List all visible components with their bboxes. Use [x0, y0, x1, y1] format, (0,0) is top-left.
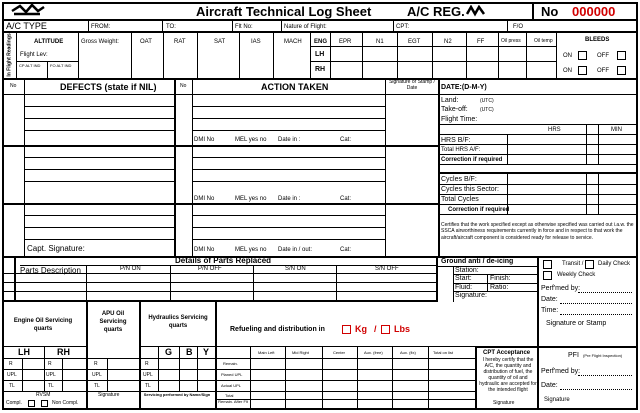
pfi-subtitle: (Pre Flight Inspection)	[583, 353, 623, 358]
transit-performed-by-label: Perf'med by:	[541, 285, 581, 292]
pfi-performed-by-label: Perf'med by:	[541, 368, 581, 375]
bleed-rh-on-checkbox[interactable]	[578, 66, 587, 75]
flight-no-label: Flt No:	[235, 24, 253, 30]
rvsm-compl-label: Compl.	[6, 400, 22, 406]
fuel-row-remain: Remain.	[223, 361, 238, 366]
in-flight-readings-side: In Flight Readings	[6, 33, 13, 77]
col-ias: IAS	[251, 39, 261, 45]
lbs-label: Lbs	[394, 324, 411, 334]
signature-stamp-header: Signature or Stamp / Date	[389, 79, 435, 91]
from-label: FROM:	[91, 24, 111, 30]
apu-tl-label: TL	[94, 383, 100, 389]
eng-rh: RH	[315, 66, 326, 73]
rvsm-compl-checkbox[interactable]	[28, 400, 35, 407]
col-oat: OAT	[140, 39, 152, 45]
block3-mel-label: MEL yes no	[235, 247, 267, 253]
daily-check-checkbox[interactable]	[585, 260, 594, 269]
col-epr: EPR	[339, 39, 352, 45]
block1-cat-label: Cat:	[340, 137, 352, 143]
reg-label: A/C REG.	[407, 4, 465, 19]
pn-on-header: P/N ON	[120, 266, 141, 272]
block2-cat-label: Cat:	[340, 196, 352, 202]
first-officer-label: F/O	[513, 24, 523, 30]
fuel-col-mid-right: Mid Right	[292, 350, 309, 355]
engine-oil-lh: LH	[18, 347, 30, 357]
rvsm-non-compl-label: Non Compl.	[52, 400, 79, 406]
no-label: No	[541, 4, 559, 19]
engine-oil-tl-label-2: TL	[48, 383, 54, 389]
apu-oil-title: APU Oil Servicing quarts	[99, 311, 127, 333]
hyd-upl-label: UPL	[143, 372, 153, 378]
fo-alt-ind-label: FO ALT IND	[50, 63, 72, 68]
action-no-header: No	[180, 83, 187, 89]
block1-date-in-label: Date in :	[278, 137, 301, 143]
transit-signature-label: Signature or Stamp	[546, 320, 607, 327]
hyd-g: G	[165, 347, 173, 357]
kg-label: Kg	[355, 324, 367, 334]
parts-title: Details of Parts Replaced	[175, 256, 272, 265]
sn-off-header: S/N OFF	[375, 266, 399, 272]
col-n2: N2	[444, 39, 452, 45]
fluid-label: Fluid:	[455, 284, 473, 291]
engine-oil-title: Engine Oil Servicing quarts	[13, 318, 73, 332]
col-sat: SAT	[214, 39, 226, 45]
date-dmy-label: DATE:(D-M-Y)	[441, 84, 487, 91]
block2-mel-label: MEL yes no	[235, 196, 267, 202]
ac-type-label: A/C TYPE	[6, 21, 47, 31]
sn-on-header: S/N ON	[285, 266, 306, 272]
hrs-correction-label: Correction if required	[441, 157, 503, 163]
lbs-checkbox[interactable]	[381, 325, 390, 334]
servicing-performed-by-label: Servicing performed by Name/Sign	[143, 392, 211, 397]
block3-dmi-label: DMI No	[194, 247, 215, 253]
bleed-rh-off-checkbox[interactable]	[617, 66, 626, 75]
land-utc: (UTC)	[480, 98, 494, 104]
bleed-lh-off-label: OFF	[597, 53, 609, 59]
ratio-label: Ratio:	[490, 284, 509, 291]
cpt-acceptance-title: CPT Acceptance	[483, 350, 531, 356]
block1-mel-label: MEL yes no	[235, 137, 267, 143]
pn-off-header: P/N OFF	[198, 266, 222, 272]
weekly-check-checkbox[interactable]	[543, 271, 552, 280]
cycles-sector-label: Cycles this Sector:	[441, 186, 499, 193]
bleeds-label: BLEEDS	[585, 37, 610, 43]
ground-deicing-title: Ground anti / de-icing	[441, 258, 514, 265]
sheet-number: 000000	[572, 4, 616, 19]
fuel-col-aux-free: Aux. (free)	[364, 350, 383, 355]
fuel-col-center: Center	[333, 350, 346, 355]
cycles-bf-label: Cycles B/F:	[441, 176, 477, 183]
refueling-title: Refueling and distribution in	[230, 326, 325, 333]
block2-date-in-label: Date in :	[278, 196, 301, 202]
pfi-date-label: Date:	[541, 382, 558, 389]
block1-dmi-label: DMI No	[194, 137, 215, 143]
pfi-title: PFI	[568, 352, 579, 359]
defects-header: DEFECTS (state if NIL)	[60, 82, 157, 92]
engine-oil-r-label-2: R	[48, 361, 52, 367]
start-label: Start:	[455, 275, 472, 282]
hydraulics-title: Hydraulics Servicing quarts	[148, 315, 208, 329]
block2-dmi-label: DMI No	[194, 196, 215, 202]
hrs-bf-label: HRS B/F:	[441, 137, 471, 144]
defect-no-header: No	[10, 83, 17, 89]
kg-checkbox[interactable]	[342, 325, 351, 334]
transit-time-label: Time:	[541, 307, 559, 314]
flight-time-label: Flight Time:	[441, 116, 478, 123]
sheet-title: Aircraft Technical Log Sheet	[196, 4, 372, 19]
fuel-row-actual-upl: Actual UPL	[221, 383, 242, 388]
hyd-b: B	[186, 347, 193, 357]
apu-signature-label: Signature	[98, 392, 120, 398]
takeoff-label: Take-off:	[441, 106, 468, 113]
col-eng: ENG	[314, 39, 328, 45]
pfi-signature-label: Signature	[544, 397, 570, 403]
cp-alt-ind-label: CP ALT IND	[19, 63, 41, 68]
bleed-lh-off-checkbox[interactable]	[617, 51, 626, 60]
total-hrs-label: Total HRS A/F:	[441, 147, 481, 153]
rvsm-non-compl-checkbox[interactable]	[41, 400, 48, 407]
captain-label: CPT:	[396, 24, 410, 30]
col-mach: MACH	[284, 39, 302, 45]
deicing-signature-label: Signature:	[455, 292, 487, 299]
engine-oil-upl-label-2: UPL	[46, 372, 56, 378]
col-oil-temp: Oil temp	[534, 38, 553, 44]
transit-date-label: Date:	[541, 296, 558, 303]
col-oil-press: Oil press	[501, 38, 521, 44]
engine-oil-tl-label: TL	[9, 383, 15, 389]
engine-oil-upl-label: UPL	[7, 372, 17, 378]
fuel-row-remain-after-flt: Remain. After Flt	[218, 399, 248, 404]
finish-label: Finish:	[490, 275, 511, 282]
fuel-row-planed-upl: Planed UPL	[221, 372, 243, 377]
col-n1: N1	[376, 39, 384, 45]
fuel-col-main-left: Main Left	[258, 350, 275, 355]
col-rat: RAT	[174, 39, 186, 45]
weekly-check-label: Weekly Check	[557, 272, 596, 278]
takeoff-utc: (UTC)	[480, 107, 494, 113]
log-sheet-frame	[2, 2, 638, 410]
daily-check-label: Daily Check	[598, 261, 631, 267]
bleed-rh-on-label: ON	[563, 68, 572, 74]
fuel-row-total: Total	[225, 393, 234, 398]
nature-of-flight-label: Nature of Flight:	[284, 24, 327, 30]
fuel-col-aux-fix: Aux. (fix)	[400, 350, 416, 355]
kg-lbs-slash: /	[374, 324, 377, 334]
bleed-lh-on-checkbox[interactable]	[578, 51, 587, 60]
eng-lh: LH	[315, 51, 325, 58]
hyd-y: Y	[203, 347, 210, 357]
cycles-correction-label: Correction if required	[448, 207, 510, 213]
flight-level-label: Flight Lev:	[20, 52, 48, 58]
to-label: TO:	[166, 24, 176, 30]
min-header: MIN	[611, 127, 622, 133]
rvsm-label: RVSM	[36, 392, 51, 398]
total-cycles-label: Total Cycles	[441, 196, 479, 203]
transit-label: Transit /	[562, 261, 584, 267]
station-label: Station:	[455, 267, 479, 274]
altitude-label: ALTITUDE	[34, 39, 64, 45]
release-certification-text: Certifies that the work specified except as otherwise specified was carried out i.a.w. the SSCA airworthiness requirements currently in force and in respect to that work the aircraft/aircraft component is considered ready for release to service.	[441, 222, 634, 241]
hyd-r-label: R	[145, 361, 149, 367]
bleed-lh-on-label: ON	[563, 53, 572, 59]
hyd-tl-label: TL	[145, 383, 151, 389]
apu-upl-label: UPL	[92, 372, 102, 378]
transit-checkbox[interactable]	[543, 260, 552, 269]
action-taken-header: ACTION TAKEN	[261, 82, 329, 92]
cpt-acceptance-text: I hereby certify that the A/C, the quantity and distribution of fuel, the quantity of oil and hydraulic are accepted for the intended flight	[479, 357, 537, 393]
block3-date-in-out-label: Date in / out:	[278, 247, 313, 253]
bleed-rh-off-label: OFF	[597, 68, 609, 74]
col-egt: EGT	[408, 39, 421, 45]
cpt-acceptance-signature: Signature	[493, 400, 515, 406]
apu-r-label: R	[94, 361, 98, 367]
block3-cat-label: Cat:	[340, 247, 352, 253]
col-ff: FF	[477, 39, 485, 45]
engine-oil-r-label: R	[9, 361, 13, 367]
fuel-col-total: Total on list	[433, 350, 454, 355]
hrs-header: HRS	[548, 127, 561, 133]
gross-weight-label: Gross Weight:	[81, 39, 119, 45]
engine-oil-rh: RH	[57, 347, 70, 357]
parts-description-header: Parts Description	[20, 266, 81, 275]
land-label: Land:	[441, 97, 459, 104]
captain-signature-label: Capt. Signature:	[27, 244, 85, 253]
